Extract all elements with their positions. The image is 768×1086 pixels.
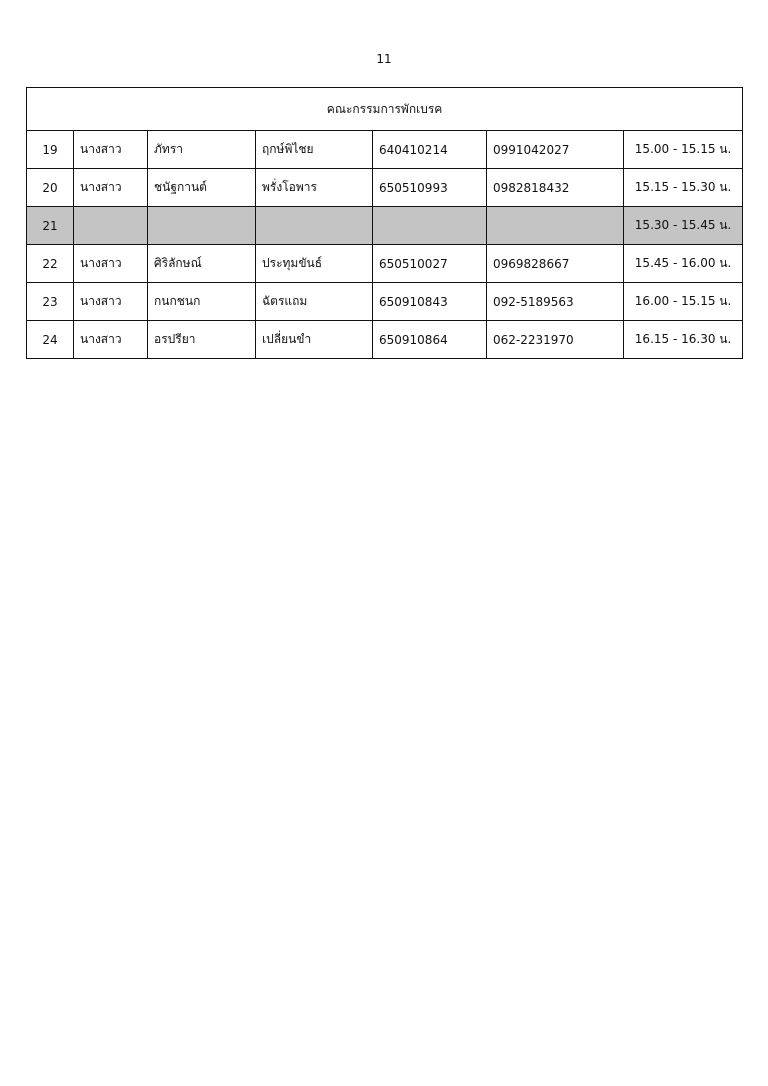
cell-prefix: นางสาว	[74, 131, 148, 169]
cell-first-name	[148, 207, 256, 245]
cell-prefix	[74, 207, 148, 245]
cell-first-name: อรปรียา	[148, 321, 256, 359]
cell-phone: 062-2231970	[487, 321, 624, 359]
cell-last-name	[256, 207, 373, 245]
table-row	[27, 169, 743, 207]
cell-student-id	[373, 207, 487, 245]
cell-time-slot: 16.00 - 15.15 น.	[624, 283, 743, 321]
cell-phone: 0991042027	[487, 131, 624, 169]
cell-last-name: พรั่งโอพาร	[256, 169, 373, 207]
cell-time-slot: 15.30 - 15.45 น.	[624, 207, 743, 245]
cell-last-name: เปลี่ยนขำ	[256, 321, 373, 359]
cell-student-id: 650910864	[373, 321, 487, 359]
cell-phone	[487, 207, 624, 245]
cell-time-slot: 16.15 - 16.30 น.	[624, 321, 743, 359]
cell-prefix: นางสาว	[74, 321, 148, 359]
cell-time-slot: 15.00 - 15.15 น.	[624, 131, 743, 169]
table-row	[27, 245, 743, 283]
cell-prefix: นางสาว	[74, 245, 148, 283]
cell-number: 21	[27, 207, 74, 245]
cell-last-name: ฤกษ์พิไชย	[256, 131, 373, 169]
cell-first-name: ภัทรา	[148, 131, 256, 169]
cell-phone: 0969828667	[487, 245, 624, 283]
cell-phone: 0982818432	[487, 169, 624, 207]
cell-phone: 092-5189563	[487, 283, 624, 321]
cell-first-name: ศิริลักษณ์	[148, 245, 256, 283]
cell-student-id: 650510993	[373, 169, 487, 207]
table-title: คณะกรรมการพักเบรค	[27, 88, 743, 131]
cell-first-name: ชนัฐกานต์	[148, 169, 256, 207]
cell-student-id: 650510027	[373, 245, 487, 283]
table-row	[27, 321, 743, 359]
break-committee-table	[26, 87, 743, 359]
cell-last-name: ประทุมขันธ์	[256, 245, 373, 283]
cell-prefix: นางสาว	[74, 283, 148, 321]
cell-number: 19	[27, 131, 74, 169]
cell-number: 24	[27, 321, 74, 359]
table-row	[27, 207, 743, 245]
cell-number: 23	[27, 283, 74, 321]
table-row	[27, 131, 743, 169]
cell-prefix: นางสาว	[74, 169, 148, 207]
cell-number: 20	[27, 169, 74, 207]
cell-time-slot: 15.45 - 16.00 น.	[624, 245, 743, 283]
cell-number: 22	[27, 245, 74, 283]
cell-last-name: ฉัตรแถม	[256, 283, 373, 321]
cell-student-id: 650910843	[373, 283, 487, 321]
cell-first-name: กนกชนก	[148, 283, 256, 321]
table-row	[27, 283, 743, 321]
cell-student-id: 640410214	[373, 131, 487, 169]
table-title-row	[27, 88, 743, 131]
page-number: 11	[376, 52, 392, 66]
cell-time-slot: 15.15 - 15.30 น.	[624, 169, 743, 207]
